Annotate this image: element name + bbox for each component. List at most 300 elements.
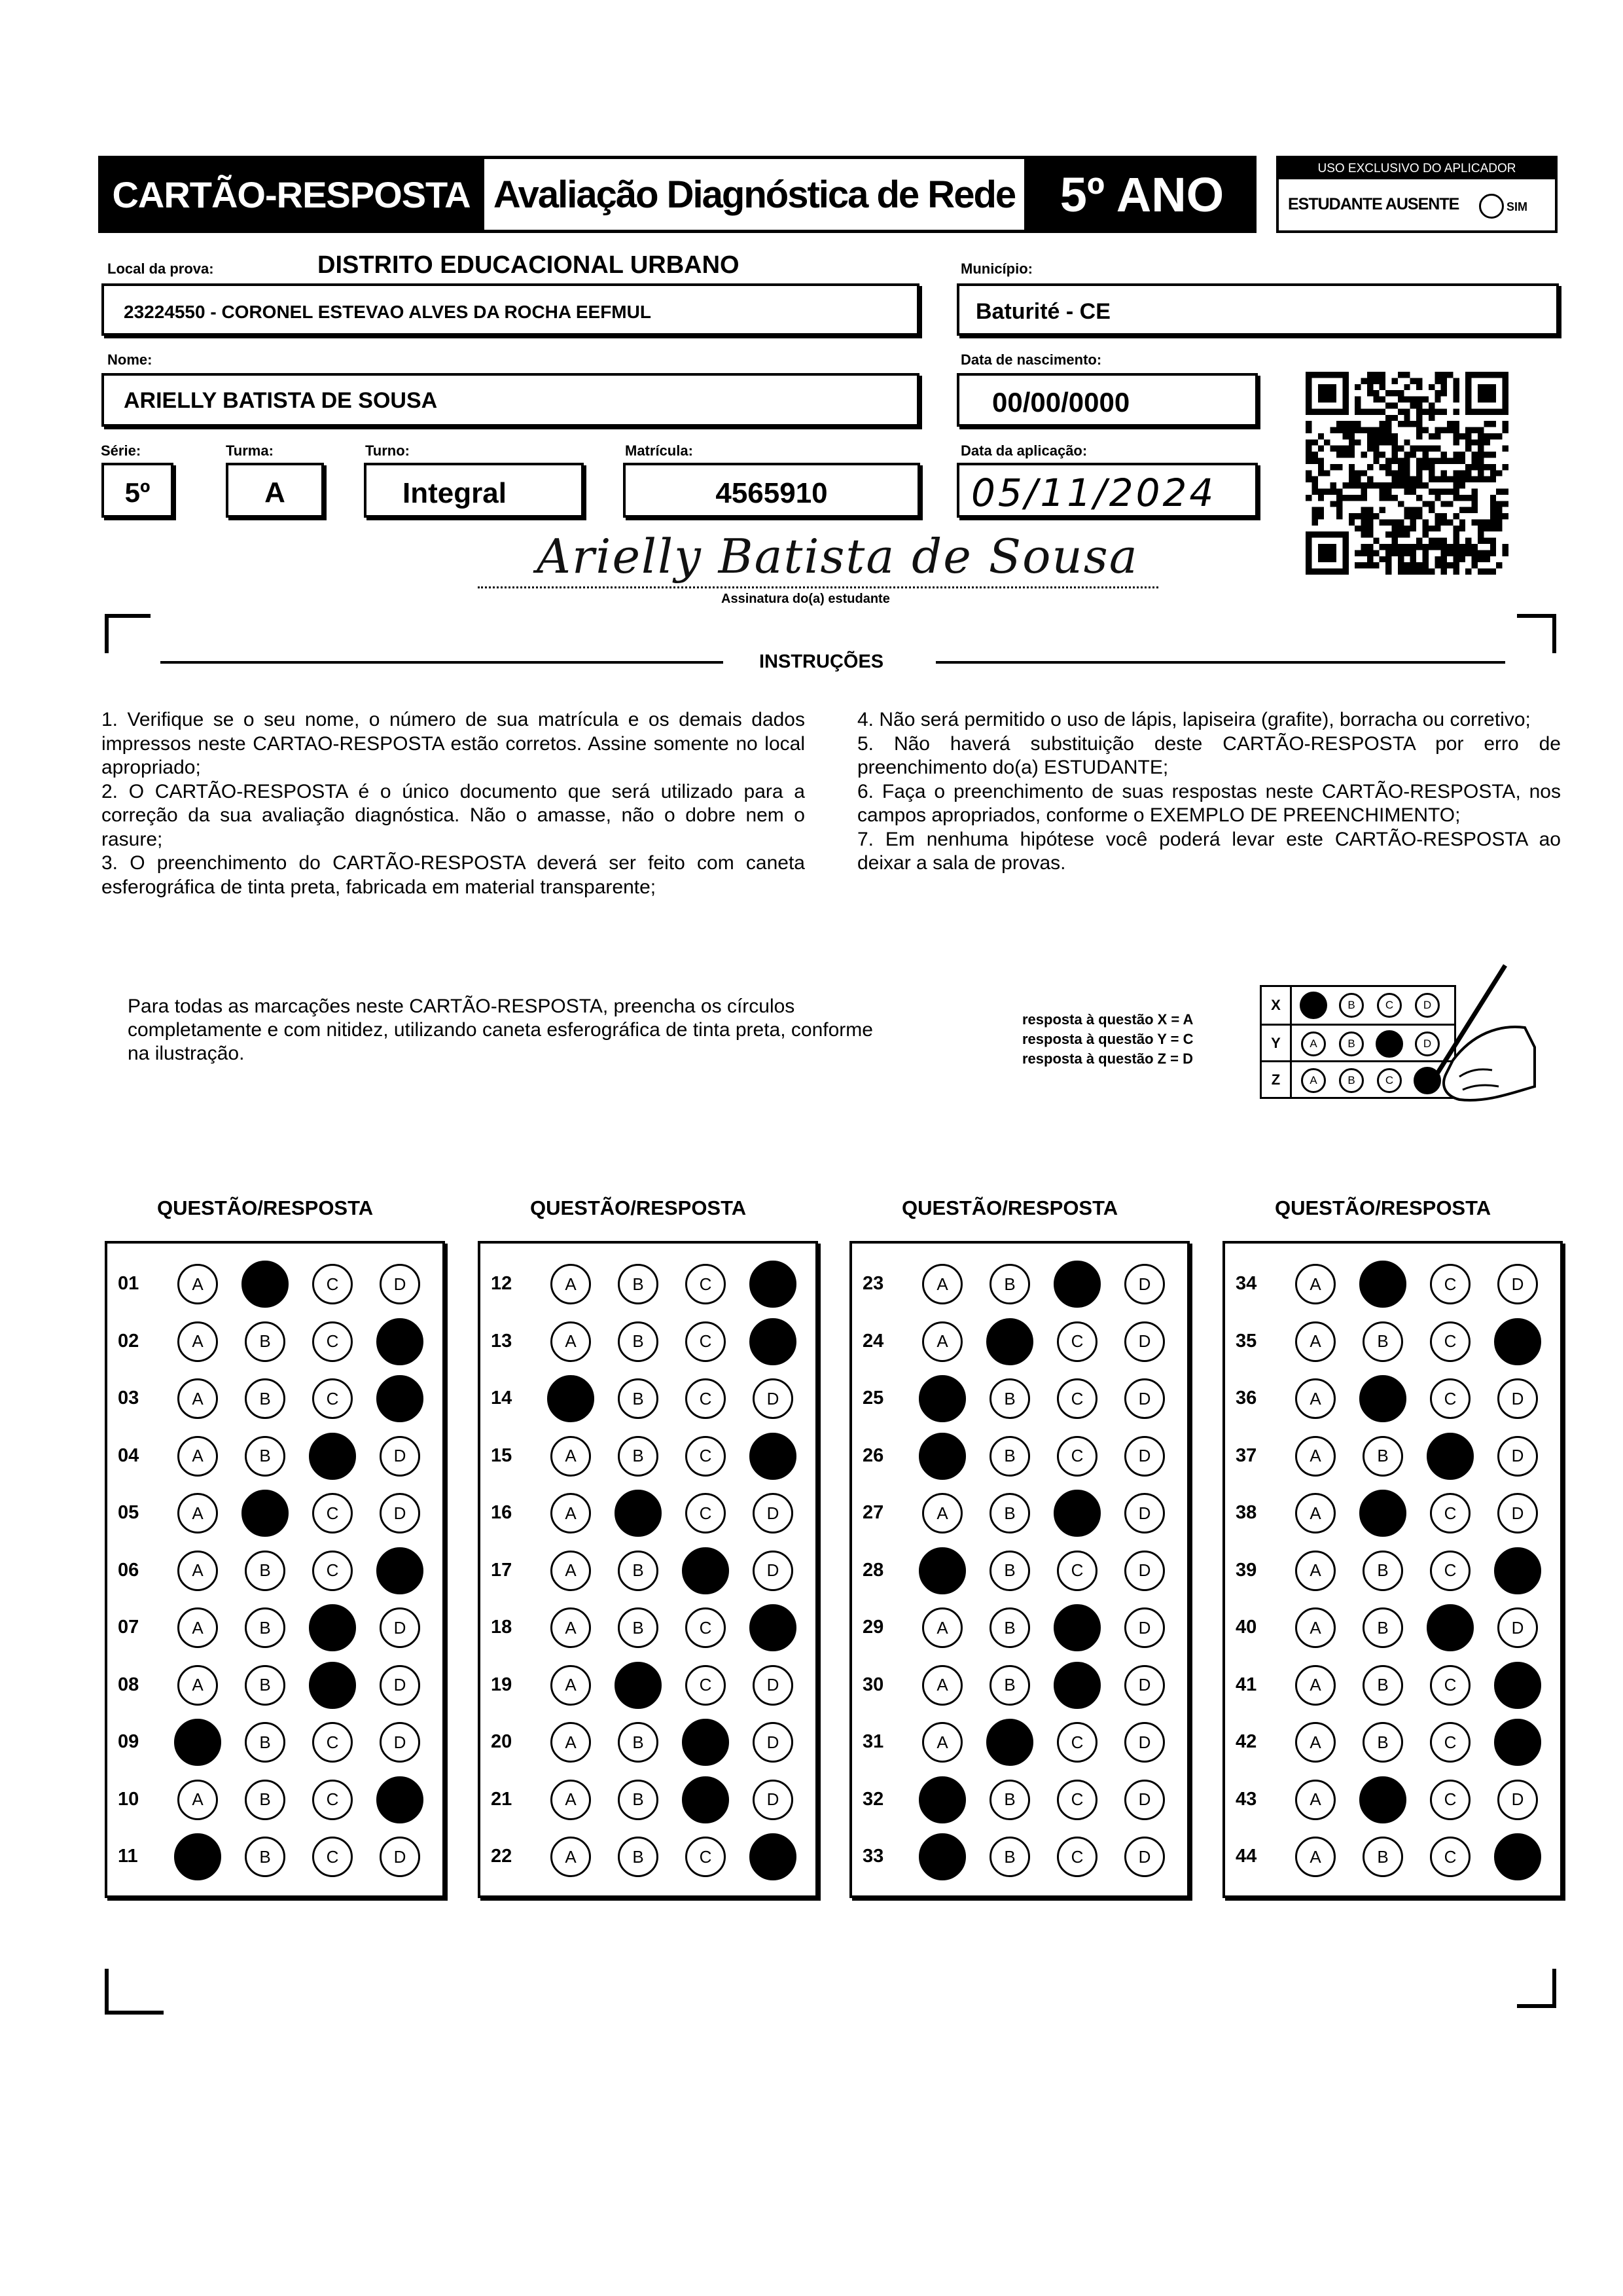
- municipio-field: [957, 283, 1559, 336]
- example-legend-line: resposta à questão Z = D: [1022, 1050, 1194, 1067]
- answer-bubble-q44-c[interactable]: C: [1430, 1837, 1471, 1877]
- answer-bubble-q07-a[interactable]: A: [177, 1607, 218, 1648]
- answer-bubble-q38-b[interactable]: [1359, 1490, 1406, 1537]
- question-number: 05: [118, 1502, 139, 1523]
- answer-bubble-q36-b[interactable]: [1359, 1375, 1406, 1422]
- answer-bubble-q13-c[interactable]: C: [685, 1321, 726, 1362]
- answer-bubble-q14-b[interactable]: B: [618, 1378, 658, 1419]
- question-number: 32: [863, 1788, 884, 1810]
- example-legend-line: resposta à questão Y = C: [1022, 1031, 1194, 1047]
- example-bubble-z-c: C: [1377, 1068, 1402, 1093]
- applicator-title: USO EXCLUSIVO DO APLICADOR: [1279, 158, 1555, 179]
- answer-bubble-q27-b[interactable]: B: [990, 1493, 1030, 1534]
- answer-bubble-q40-d[interactable]: D: [1497, 1607, 1538, 1648]
- question-number: 20: [491, 1731, 512, 1752]
- answer-bubble-q19-d[interactable]: D: [753, 1665, 793, 1706]
- nome-label: Nome:: [107, 351, 152, 368]
- turma-value: A: [264, 476, 285, 509]
- answer-bubble-q17-a[interactable]: A: [550, 1551, 591, 1591]
- answer-bubble-q11-c[interactable]: C: [312, 1837, 353, 1877]
- answer-bubble-q12-c[interactable]: C: [685, 1264, 726, 1304]
- answer-bubble-q19-a[interactable]: A: [550, 1665, 591, 1706]
- answer-bubble-q02-b[interactable]: B: [245, 1321, 285, 1362]
- answer-bubble-q28-d[interactable]: D: [1124, 1551, 1165, 1591]
- turno-field: [364, 463, 584, 518]
- example-legend: [1022, 1010, 1193, 1069]
- answer-bubble-q03-d[interactable]: [376, 1375, 423, 1422]
- answer-bubble-q21-b[interactable]: B: [618, 1780, 658, 1820]
- answer-bubble-q23-a[interactable]: A: [922, 1264, 963, 1304]
- answer-bubble-q12-b[interactable]: B: [618, 1264, 658, 1304]
- turma-field: [226, 463, 324, 518]
- answer-bubble-q29-c[interactable]: [1054, 1604, 1101, 1651]
- example-bubble-x-a: [1300, 992, 1327, 1019]
- answer-bubble-q29-a[interactable]: A: [922, 1607, 963, 1648]
- question-number: 24: [863, 1330, 884, 1352]
- question-number: 44: [1236, 1846, 1257, 1867]
- answer-bubble-q44-a[interactable]: A: [1295, 1837, 1336, 1877]
- municipio-value: Baturité - CE: [976, 299, 1111, 324]
- answer-bubble-q20-a[interactable]: A: [550, 1722, 591, 1763]
- answer-bubble-q35-c[interactable]: C: [1430, 1321, 1471, 1362]
- answer-bubble-q22-c[interactable]: C: [685, 1837, 726, 1877]
- nascimento-value: 00/00/0000: [992, 387, 1130, 418]
- answer-bubble-q34-a[interactable]: A: [1295, 1264, 1336, 1304]
- answer-bubble-q18-b[interactable]: B: [618, 1607, 658, 1648]
- answer-bubble-q41-c[interactable]: C: [1430, 1665, 1471, 1706]
- answer-bubble-q26-b[interactable]: B: [990, 1436, 1030, 1477]
- answer-bubble-q23-b[interactable]: B: [990, 1264, 1030, 1304]
- answer-bubble-q21-d[interactable]: D: [753, 1780, 793, 1820]
- answer-bubble-q08-c[interactable]: [309, 1662, 356, 1709]
- question-number: 36: [1236, 1388, 1257, 1408]
- question-number: 17: [491, 1559, 512, 1581]
- answer-bubble-q32-b[interactable]: B: [990, 1780, 1030, 1820]
- answer-bubble-q02-c[interactable]: C: [312, 1321, 353, 1362]
- answer-bubble-q42-b[interactable]: B: [1363, 1722, 1403, 1763]
- answer-bubble-q14-c[interactable]: C: [685, 1378, 726, 1419]
- answer-bubble-q03-a[interactable]: A: [177, 1378, 218, 1419]
- answer-bubble-q16-c[interactable]: C: [685, 1493, 726, 1534]
- answer-bubble-q05-a[interactable]: A: [177, 1493, 218, 1534]
- answer-bubble-q41-d[interactable]: [1494, 1662, 1541, 1709]
- answer-bubble-q26-d[interactable]: D: [1124, 1436, 1165, 1477]
- answer-bubble-q16-a[interactable]: A: [550, 1493, 591, 1534]
- answer-bubble-q24-a[interactable]: A: [922, 1321, 963, 1362]
- corner-mark-top-right: [1517, 614, 1556, 653]
- answer-bubble-q31-c[interactable]: C: [1057, 1722, 1097, 1763]
- answer-bubble-q33-b[interactable]: B: [990, 1837, 1030, 1877]
- answer-bubble-q25-b[interactable]: B: [990, 1378, 1030, 1419]
- answer-bubble-q32-a[interactable]: [919, 1776, 966, 1823]
- answer-bubble-q17-c[interactable]: [682, 1547, 729, 1594]
- answer-bubble-q37-a[interactable]: A: [1295, 1436, 1336, 1477]
- answer-bubble-q03-c[interactable]: C: [312, 1378, 353, 1419]
- answer-bubble-q16-d[interactable]: D: [753, 1493, 793, 1534]
- instruction-item: 4. Não será permitido o uso de lápis, lapiseira (grafite), borracha ou corretivo;: [857, 709, 1531, 730]
- question-number: 33: [863, 1846, 884, 1867]
- answer-bubble-q09-c[interactable]: C: [312, 1722, 353, 1763]
- answer-bubble-q41-b[interactable]: B: [1363, 1665, 1403, 1706]
- answer-bubble-q19-c[interactable]: C: [685, 1665, 726, 1706]
- question-number: 43: [1236, 1788, 1257, 1810]
- answer-bubble-q14-a[interactable]: [547, 1375, 594, 1422]
- answer-bubble-q27-c[interactable]: [1054, 1490, 1101, 1537]
- question-number: 03: [118, 1388, 139, 1408]
- answer-bubble-q25-d[interactable]: D: [1124, 1378, 1165, 1419]
- answer-bubble-q32-d[interactable]: D: [1124, 1780, 1165, 1820]
- answer-bubble-q33-d[interactable]: D: [1124, 1837, 1165, 1877]
- aplicacao-value: 05/11/2024: [971, 471, 1217, 515]
- answer-bubble-q22-d[interactable]: [749, 1833, 796, 1880]
- school-field: [101, 283, 919, 336]
- question-number: 27: [863, 1502, 884, 1523]
- signature-caption: Assinatura do(a) estudante: [721, 592, 890, 606]
- example-bubble-y-c: [1376, 1030, 1403, 1058]
- question-number: 12: [491, 1273, 512, 1294]
- answer-bubble-q23-c[interactable]: [1054, 1261, 1101, 1308]
- answer-bubble-q19-b[interactable]: [615, 1662, 662, 1709]
- answer-bubble-q20-b[interactable]: B: [618, 1722, 658, 1763]
- answer-bubble-q09-b[interactable]: B: [245, 1722, 285, 1763]
- answer-bubble-q02-a[interactable]: A: [177, 1321, 218, 1362]
- answer-bubble-q44-b[interactable]: B: [1363, 1837, 1403, 1877]
- question-number: 41: [1236, 1674, 1257, 1695]
- answer-bubble-q42-a[interactable]: A: [1295, 1722, 1336, 1763]
- answer-bubble-q11-d[interactable]: D: [380, 1837, 420, 1877]
- absent-bubble[interactable]: [1479, 194, 1504, 219]
- answer-bubble-q43-a[interactable]: A: [1295, 1780, 1336, 1820]
- example-row-label: Y: [1262, 1026, 1292, 1060]
- answer-bubble-q37-c[interactable]: [1427, 1433, 1474, 1480]
- question-number: 37: [1236, 1444, 1257, 1466]
- answer-bubble-q43-b[interactable]: [1359, 1776, 1406, 1823]
- answer-bubble-q04-d[interactable]: D: [380, 1436, 420, 1477]
- question-number: 40: [1236, 1617, 1257, 1638]
- example-row-label: X: [1262, 987, 1292, 1024]
- answer-bubble-q15-b[interactable]: B: [618, 1436, 658, 1477]
- answer-bubble-q09-d[interactable]: D: [380, 1722, 420, 1763]
- example-row-label: Z: [1262, 1062, 1292, 1097]
- answer-bubble-q11-b[interactable]: B: [245, 1837, 285, 1877]
- answer-bubble-q11-a[interactable]: [174, 1833, 221, 1880]
- answer-bubble-q37-b[interactable]: B: [1363, 1436, 1403, 1477]
- answer-bubble-q40-c[interactable]: [1427, 1604, 1474, 1651]
- instructions-right: [857, 708, 1561, 876]
- answer-bubble-q01-c[interactable]: C: [312, 1264, 353, 1304]
- answer-bubble-q08-d[interactable]: D: [380, 1665, 420, 1706]
- question-number: 10: [118, 1788, 139, 1810]
- card-title: CARTÃO-RESPOSTA: [98, 156, 484, 233]
- instruction-item: 1. Verifique se o seu nome, o número de sua matrícula e os demais dados impressos neste CARTAO-RESPOSTA estão corretos. Assine somente no local apropriado;: [101, 709, 805, 778]
- corner-mark-bottom-right: [1517, 1969, 1556, 2008]
- answer-bubble-q24-c[interactable]: C: [1057, 1321, 1097, 1362]
- answer-bubble-q23-d[interactable]: D: [1124, 1264, 1165, 1304]
- hand-with-pen-icon: [1407, 962, 1538, 1126]
- question-number: 02: [118, 1330, 139, 1352]
- answer-bubble-q22-b[interactable]: B: [618, 1837, 658, 1877]
- answer-bubble-q21-c[interactable]: [682, 1776, 729, 1823]
- school-name: 23224550 - CORONEL ESTEVAO ALVES DA ROCHA EEFMUL: [124, 302, 651, 322]
- applicator-box: [1276, 156, 1558, 233]
- local-value: DISTRITO EDUCACIONAL URBANO: [317, 251, 740, 279]
- answer-bubble-q10-d[interactable]: [376, 1776, 423, 1823]
- answer-bubble-q20-c[interactable]: [682, 1719, 729, 1766]
- matricula-label: Matrícula:: [625, 442, 693, 459]
- question-number: 11: [118, 1846, 138, 1867]
- example-bubble-y-b: B: [1339, 1031, 1364, 1056]
- answer-bubble-q40-b[interactable]: B: [1363, 1607, 1403, 1648]
- question-number: 30: [863, 1674, 884, 1695]
- answer-bubble-q05-c[interactable]: C: [312, 1493, 353, 1534]
- answer-bubble-q38-a[interactable]: A: [1295, 1493, 1336, 1534]
- local-label: Local da prova:: [107, 260, 214, 277]
- answer-bubble-q38-c[interactable]: C: [1430, 1493, 1471, 1534]
- answer-bubble-q30-d[interactable]: D: [1124, 1665, 1165, 1706]
- answer-bubble-q44-d[interactable]: [1494, 1833, 1541, 1880]
- example-bubble-z-a: A: [1301, 1068, 1326, 1093]
- answer-bubble-q42-d[interactable]: [1494, 1719, 1541, 1766]
- example-bubble-x-d: D: [1415, 993, 1440, 1018]
- answer-bubble-q30-c[interactable]: [1054, 1662, 1101, 1709]
- aplicacao-field: [957, 463, 1258, 518]
- answer-bubble-q08-a[interactable]: A: [177, 1665, 218, 1706]
- answer-bubble-q25-c[interactable]: C: [1057, 1378, 1097, 1419]
- answer-bubble-q21-a[interactable]: A: [550, 1780, 591, 1820]
- answer-column-heading: QUESTÃO/RESPOSTA: [157, 1196, 374, 1219]
- answer-bubble-q28-b[interactable]: B: [990, 1551, 1030, 1591]
- answer-bubble-q42-c[interactable]: C: [1430, 1722, 1471, 1763]
- answer-column-heading: QUESTÃO/RESPOSTA: [1275, 1196, 1491, 1219]
- student-signature: Arielly Batista de Sousa: [537, 529, 1139, 584]
- answer-bubble-q26-a[interactable]: [919, 1433, 966, 1480]
- question-number: 39: [1236, 1559, 1257, 1581]
- corner-mark-top-left: [105, 614, 151, 653]
- answer-bubble-q32-c[interactable]: C: [1057, 1780, 1097, 1820]
- answer-bubble-q10-b[interactable]: B: [245, 1780, 285, 1820]
- answer-bubble-q31-d[interactable]: D: [1124, 1722, 1165, 1763]
- answer-bubble-q18-c[interactable]: C: [685, 1607, 726, 1648]
- answer-bubble-q05-d[interactable]: D: [380, 1493, 420, 1534]
- question-number: 34: [1236, 1273, 1257, 1294]
- answer-bubble-q12-a[interactable]: A: [550, 1264, 591, 1304]
- answer-bubble-q01-b[interactable]: [241, 1261, 289, 1308]
- question-number: 09: [118, 1731, 139, 1752]
- qr-code: [1302, 372, 1512, 575]
- instruction-item: 3. O preenchimento do CARTÃO-RESPOSTA deverá ser feito com caneta esferográfica de tinta preta, fabricada em material transparente;: [101, 852, 805, 898]
- answer-bubble-q01-a[interactable]: A: [177, 1264, 218, 1304]
- answer-bubble-q34-d[interactable]: D: [1497, 1264, 1538, 1304]
- answer-bubble-q39-c[interactable]: C: [1430, 1551, 1471, 1591]
- answer-bubble-q22-a[interactable]: A: [550, 1837, 591, 1877]
- question-number: 13: [491, 1330, 512, 1352]
- answer-bubble-q36-d[interactable]: D: [1497, 1378, 1538, 1419]
- matricula-value: 4565910: [715, 477, 828, 509]
- example-bubble-x-b: B: [1339, 993, 1364, 1018]
- matricula-field: [623, 463, 920, 518]
- question-number: 18: [491, 1617, 512, 1638]
- answer-bubble-q39-d[interactable]: [1494, 1547, 1541, 1594]
- example-bubble-z-b: B: [1339, 1068, 1364, 1093]
- turno-value: Integral: [402, 477, 507, 509]
- instruction-item: 7. Em nenhuma hipótese você poderá levar este CARTÃO-RESPOSTA ao deixar a sala de provas.: [857, 828, 1561, 874]
- answer-bubble-q24-b[interactable]: [986, 1318, 1033, 1365]
- answer-bubble-q18-d[interactable]: [749, 1604, 796, 1651]
- answer-bubble-q01-d[interactable]: D: [380, 1264, 420, 1304]
- grade-year: 5º ANO: [1027, 156, 1257, 233]
- corner-mark-bottom-left: [105, 1969, 164, 2015]
- answer-bubble-q28-a[interactable]: [919, 1547, 966, 1594]
- question-number: 26: [863, 1444, 884, 1466]
- answer-bubble-q08-b[interactable]: B: [245, 1665, 285, 1706]
- question-number: 38: [1236, 1502, 1257, 1523]
- nascimento-field: [957, 373, 1258, 427]
- answer-bubble-q10-c[interactable]: C: [312, 1780, 353, 1820]
- question-number: 23: [863, 1273, 884, 1294]
- answer-bubble-q26-c[interactable]: C: [1057, 1436, 1097, 1477]
- nome-field: [101, 373, 919, 427]
- answer-column-heading: QUESTÃO/RESPOSTA: [902, 1196, 1118, 1219]
- serie-field: [101, 463, 173, 518]
- question-number: 07: [118, 1617, 139, 1638]
- answer-bubble-q13-d[interactable]: [749, 1318, 796, 1365]
- question-number: 01: [118, 1273, 139, 1294]
- answer-bubble-q06-c[interactable]: C: [312, 1551, 353, 1591]
- question-number: 14: [491, 1388, 512, 1408]
- answer-bubble-q35-a[interactable]: A: [1295, 1321, 1336, 1362]
- answer-bubble-q40-a[interactable]: A: [1295, 1607, 1336, 1648]
- instructions-rule-right: [936, 661, 1505, 664]
- answer-bubble-q10-a[interactable]: A: [177, 1780, 218, 1820]
- answer-bubble-q36-c[interactable]: C: [1430, 1378, 1471, 1419]
- answer-bubble-q13-a[interactable]: A: [550, 1321, 591, 1362]
- answer-bubble-q06-a[interactable]: A: [177, 1551, 218, 1591]
- question-number: 19: [491, 1674, 512, 1695]
- answer-bubble-q04-a[interactable]: A: [177, 1436, 218, 1477]
- answer-bubble-q09-a[interactable]: [174, 1719, 221, 1766]
- exam-name: Avaliação Diagnóstica de Rede: [484, 156, 1027, 233]
- example-bubble-y-d: D: [1415, 1031, 1440, 1056]
- answer-bubble-q33-c[interactable]: C: [1057, 1837, 1097, 1877]
- answer-bubble-q17-d[interactable]: D: [753, 1551, 793, 1591]
- nascimento-label: Data de nascimento:: [961, 351, 1102, 368]
- answer-bubble-q35-b[interactable]: B: [1363, 1321, 1403, 1362]
- answer-bubble-q38-d[interactable]: D: [1497, 1493, 1538, 1534]
- answer-bubble-q17-b[interactable]: B: [618, 1551, 658, 1591]
- answer-bubble-q43-c[interactable]: C: [1430, 1780, 1471, 1820]
- question-number: 31: [863, 1731, 884, 1752]
- answer-bubble-q25-a[interactable]: [919, 1375, 966, 1422]
- answer-bubble-q05-b[interactable]: [241, 1490, 289, 1537]
- answer-bubble-q20-d[interactable]: D: [753, 1722, 793, 1763]
- answer-bubble-q07-c[interactable]: [309, 1604, 356, 1651]
- answer-bubble-q30-b[interactable]: B: [990, 1665, 1030, 1706]
- instruction-item: 6. Faça o preenchimento de suas respostas neste CARTÃO-RESPOSTA, nos campos apropriados, conforme o EXEMPLO DE PREENCHIMENTO;: [857, 780, 1561, 826]
- answer-bubble-q06-d[interactable]: [376, 1547, 423, 1594]
- instruction-item: 2. O CARTÃO-RESPOSTA é o único documento que será utilizado para a correção da sua avaliação diagnóstica. Não o amasse, não o dobre nem o rasure;: [101, 780, 805, 850]
- answer-bubble-q16-b[interactable]: [615, 1490, 662, 1537]
- answer-bubble-q13-b[interactable]: B: [618, 1321, 658, 1362]
- answer-bubble-q27-a[interactable]: A: [922, 1493, 963, 1534]
- answer-bubble-q34-b[interactable]: [1359, 1261, 1406, 1308]
- question-number: 16: [491, 1502, 512, 1523]
- municipio-label: Município:: [961, 260, 1033, 277]
- answer-bubble-q28-c[interactable]: C: [1057, 1551, 1097, 1591]
- example-bubble-y-a: A: [1301, 1031, 1326, 1056]
- answer-bubble-q12-d[interactable]: [749, 1261, 796, 1308]
- answer-bubble-q39-b[interactable]: B: [1363, 1551, 1403, 1591]
- absent-yes-label: SIM: [1507, 200, 1528, 213]
- answer-bubble-q31-a[interactable]: A: [922, 1722, 963, 1763]
- answer-bubble-q03-b[interactable]: B: [245, 1378, 285, 1419]
- question-number: 04: [118, 1444, 139, 1466]
- nome-value: ARIELLY BATISTA DE SOUSA: [124, 388, 438, 413]
- instruction-item: 5. Não haverá substituição deste CARTÃO-RESPOSTA por erro de preenchimento do(a) ESTUDANTE;: [857, 732, 1561, 778]
- fill-instruction: Para todas as marcações neste CARTÃO-RESPOSTA, preencha os círculos completamente e com nitidez, utilizando caneta esferográfica de tinta preta, conforme na ilustração.: [128, 996, 873, 1064]
- turma-label: Turma:: [226, 442, 274, 459]
- question-number: 42: [1236, 1731, 1257, 1752]
- answer-bubble-q37-d[interactable]: D: [1497, 1436, 1538, 1477]
- answer-bubble-q27-d[interactable]: D: [1124, 1493, 1165, 1534]
- answer-bubble-q33-a[interactable]: [919, 1833, 966, 1880]
- question-number: 25: [863, 1388, 884, 1408]
- question-number: 22: [491, 1846, 512, 1867]
- example-legend-line: resposta à questão X = A: [1022, 1011, 1194, 1028]
- question-number: 35: [1236, 1330, 1257, 1352]
- answer-bubble-q15-d[interactable]: [749, 1433, 796, 1480]
- answer-bubble-q15-a[interactable]: A: [550, 1436, 591, 1477]
- question-number: 29: [863, 1617, 884, 1638]
- turno-label: Turno:: [365, 442, 410, 459]
- question-number: 21: [491, 1788, 512, 1810]
- answer-bubble-q14-d[interactable]: D: [753, 1378, 793, 1419]
- answer-bubble-q06-b[interactable]: B: [245, 1551, 285, 1591]
- question-number: 08: [118, 1674, 139, 1695]
- answer-bubble-q04-b[interactable]: B: [245, 1436, 285, 1477]
- answer-bubble-q15-c[interactable]: C: [685, 1436, 726, 1477]
- answer-bubble-q07-d[interactable]: D: [380, 1607, 420, 1648]
- serie-value: 5º: [124, 477, 151, 508]
- answer-bubble-q04-c[interactable]: [309, 1433, 356, 1480]
- serie-label: Série:: [101, 442, 141, 459]
- instructions-left: [101, 708, 805, 899]
- answer-bubble-q29-d[interactable]: D: [1124, 1607, 1165, 1648]
- answer-bubble-q39-a[interactable]: A: [1295, 1551, 1336, 1591]
- answer-bubble-q07-b[interactable]: B: [245, 1607, 285, 1648]
- answer-bubble-q43-d[interactable]: D: [1497, 1780, 1538, 1820]
- answer-bubble-q02-d[interactable]: [376, 1318, 423, 1365]
- answer-bubble-q18-a[interactable]: A: [550, 1607, 591, 1648]
- absent-label: ESTUDANTE AUSENTE: [1288, 195, 1459, 213]
- answer-bubble-q36-a[interactable]: A: [1295, 1378, 1336, 1419]
- question-number: 06: [118, 1559, 139, 1581]
- answer-bubble-q24-d[interactable]: D: [1124, 1321, 1165, 1362]
- example-bubble-x-c: C: [1377, 993, 1402, 1018]
- answer-column-heading: QUESTÃO/RESPOSTA: [530, 1196, 747, 1219]
- signature-line: [478, 586, 1158, 588]
- answer-bubble-q31-b[interactable]: [986, 1719, 1033, 1766]
- aplicacao-label: Data da aplicação:: [961, 442, 1088, 459]
- answer-bubble-q34-c[interactable]: C: [1430, 1264, 1471, 1304]
- answer-bubble-q41-a[interactable]: A: [1295, 1665, 1336, 1706]
- answer-bubble-q30-a[interactable]: A: [922, 1665, 963, 1706]
- question-number: 28: [863, 1559, 884, 1581]
- answer-bubble-q35-d[interactable]: [1494, 1318, 1541, 1365]
- instructions-rule-left: [160, 661, 723, 664]
- answer-bubble-q29-b[interactable]: B: [990, 1607, 1030, 1648]
- instructions-title: INSTRUÇÕES: [759, 651, 884, 672]
- question-number: 15: [491, 1444, 512, 1466]
